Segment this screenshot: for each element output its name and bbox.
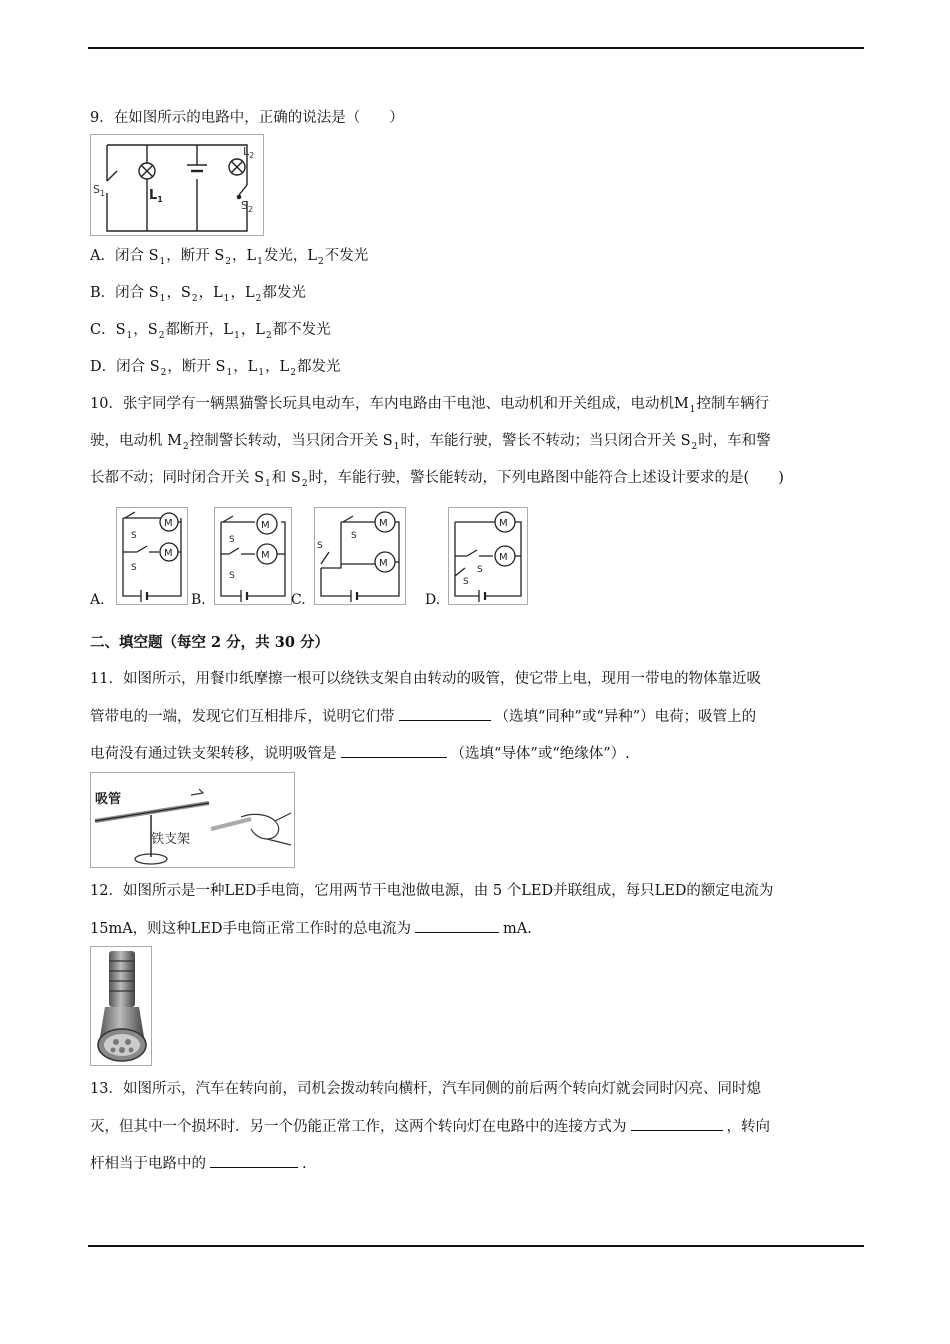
q12-line1: 12．如图所示是一种LED手电筒，它用两节干电池做电源，由 5 个LED并联组成，每只LED的额定电流为 (90, 883, 774, 899)
svg-text:M: M (499, 518, 508, 529)
q9-label-s2: $S_2$ (241, 199, 254, 214)
q11-straw-figure (90, 772, 295, 868)
q9-label-s1: $S_1$ (93, 183, 106, 198)
q9-circuit-figure (90, 134, 264, 236)
q10-stem-line2: 驶，电动机 $M_2$控制警长转动，当只闭合开关 $S_1$时，车能行驶，警长不转动；当只闭合开关 $S_2$时，车和警 (90, 433, 771, 452)
section-2-heading: 二、填空题（每空 2 分，共 30 分） (90, 634, 329, 651)
svg-text:S: S (229, 535, 235, 545)
header-rule (88, 47, 864, 49)
q10-circuit-a (116, 507, 188, 605)
q9-option-c: C．$S_1$，$S_2$都断开，$L_1$，$L_2$都不发光 (90, 322, 331, 341)
q9-stem: 9．在如图所示的电路中，正确的说法是（ ） (90, 110, 404, 126)
svg-text:S: S (351, 531, 357, 541)
q10-circuit-d (448, 507, 528, 605)
q11-line1: 11．如图所示，用餐巾纸摩擦一根可以绕铁支架自由转动的吸管，使它带上电，现用一带电的物体靠近吸 (90, 671, 761, 687)
q11-line3: 电荷没有通过铁支架转移，说明吸管是 （选填“导体”或“绝缘体”）. (90, 743, 630, 764)
q9-option-d: D．闭合 $S_2$，断开 $S_1$，$L_1$，$L_2$都发光 (90, 359, 341, 378)
q9-circuit-diagram (91, 135, 263, 235)
q10-option-c: C. (291, 592, 306, 608)
q10-stem-line1: 10．张宇同学有一辆黑猫警长玩具电动车，车内电路由干电池、电动机和开关组成，电动机$M_1$控制车辆行 (90, 396, 770, 415)
q13-line3: 杆相当于电路中的 . (90, 1153, 307, 1174)
svg-text:S: S (477, 565, 483, 575)
svg-text:M: M (261, 520, 270, 531)
q13-blank-1[interactable] (631, 1116, 723, 1131)
q10-option-b: B. (191, 592, 206, 608)
q12-blank[interactable] (415, 918, 499, 933)
svg-text:M: M (379, 558, 388, 569)
footer-rule (88, 1245, 864, 1247)
svg-text:M: M (499, 552, 508, 563)
q10-stem-line3: 长都不动；同时闭合开关 $S_1$和 $S_2$时，车能行驶，警长能转动，下列电路图中能符合上述设计要求的是( ) (90, 470, 784, 489)
q13-blank-2[interactable] (210, 1153, 298, 1168)
q11-blank-1[interactable] (399, 706, 491, 721)
svg-text:S: S (317, 541, 323, 551)
q11-line2: 管带电的一端，发现它们互相排斥，说明它们带 （选填“同种”或“异种”）电荷；吸管上的 (90, 706, 756, 727)
q10-circuit-b (214, 507, 292, 605)
svg-text:S: S (463, 577, 469, 587)
q13-line1: 13．如图所示，汽车在转向前，司机会拨动转向横杆，汽车同侧的前后两个转向灯就会同时闪亮、同时熄 (90, 1081, 761, 1097)
svg-text:M: M (261, 550, 270, 561)
svg-text:S: S (131, 563, 137, 573)
q11-blank-2[interactable] (341, 743, 447, 758)
q9-option-b: B．闭合 $S_1$，$S_2$，$L_1$，$L_2$都发光 (90, 285, 306, 304)
svg-text:S: S (131, 531, 137, 541)
q11-label-straw: 吸管 (95, 792, 122, 807)
q12-line2: 15mA，则这种LED手电筒正常工作时的总电流为 mA. (90, 918, 532, 939)
q9-label-l2: $L_2$ (243, 145, 255, 160)
q9-option-a: A．闭合 $S_1$，断开 $S_2$，$L_1$发光，$L_2$不发光 (90, 248, 369, 267)
q12-flashlight-figure (90, 946, 152, 1066)
q10-circuit-c (314, 507, 406, 605)
q11-label-stand: 铁支架 (151, 832, 191, 847)
svg-text:M: M (379, 518, 388, 529)
svg-text:M: M (164, 518, 173, 529)
q13-line2: 灭，但其中一个损坏时．另一个仍能正常工作，这两个转向灯在电路中的连接方式为 ，转向 (90, 1116, 770, 1137)
svg-text:S: S (229, 571, 235, 581)
q10-option-a: A. (90, 592, 105, 608)
svg-text:M: M (164, 548, 173, 559)
q9-label-l1: $L_1$ (149, 188, 163, 204)
q10-option-d: D. (425, 592, 441, 608)
